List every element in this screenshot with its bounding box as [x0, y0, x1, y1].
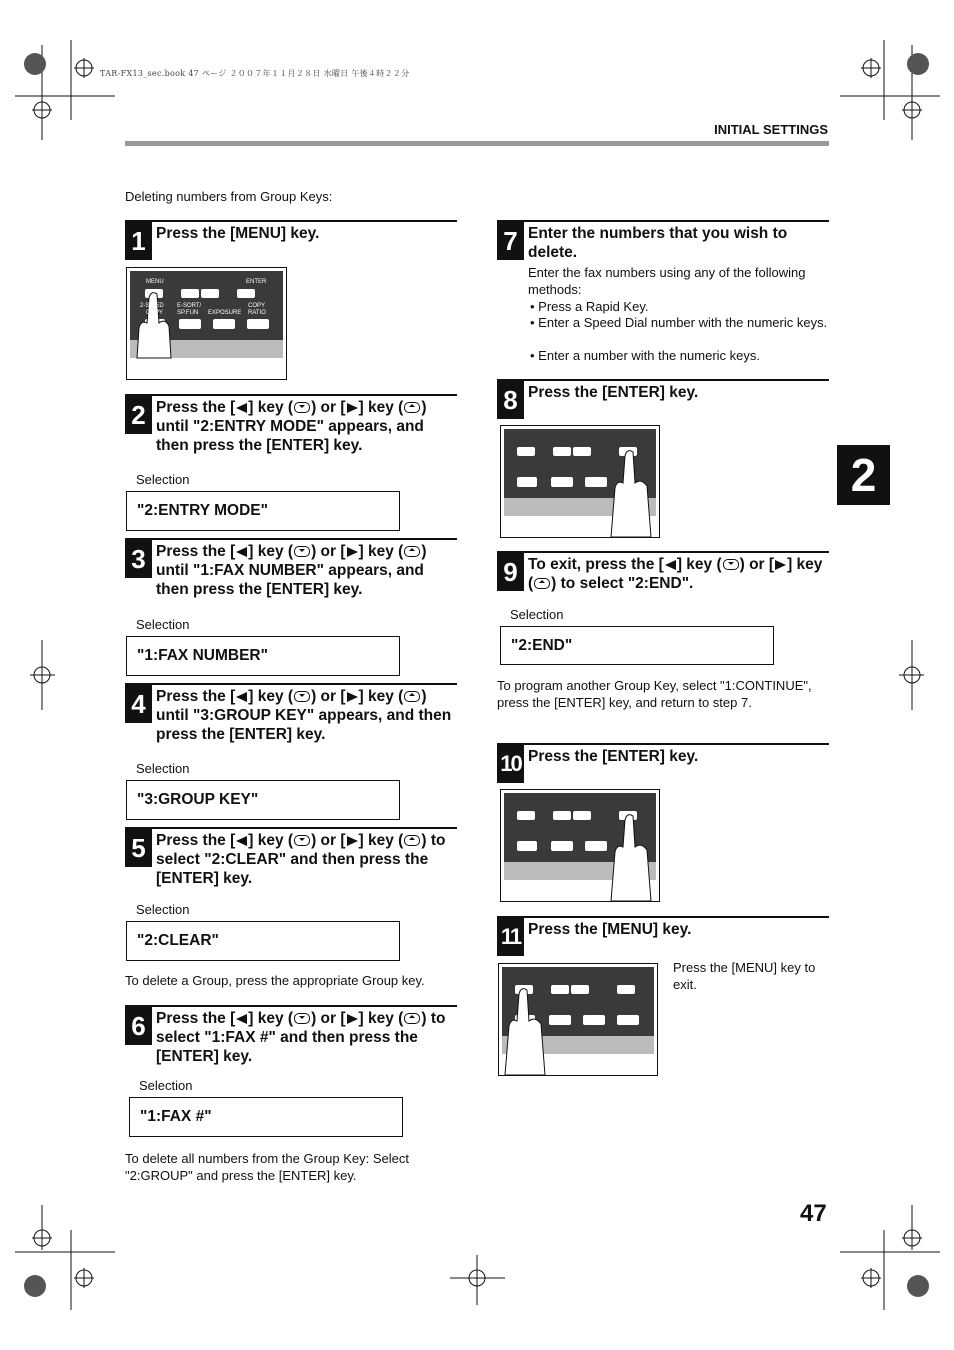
bullet-item: • Enter a number with the numeric keys.	[530, 348, 760, 363]
step-text: Press the [ ] key ( ) or [ ] key ( ) until "1:FAX NUMBER" appears, and then press the [ENTER] key.	[156, 543, 427, 598]
selection-display: "2:END"	[500, 626, 774, 665]
right-arrow-icon	[347, 403, 358, 413]
left-arrow-icon	[236, 836, 247, 846]
selection-display: "3:GROUP KEY"	[126, 780, 400, 820]
left-arrow-icon	[665, 560, 676, 570]
selection-label: Selection	[136, 761, 190, 776]
bullet-item: • Press a Rapid Key.	[530, 299, 649, 314]
step-text: Press the [MENU] key.	[528, 921, 692, 938]
selection-display: "1:FAX #"	[129, 1097, 403, 1137]
step-number: 6	[125, 1007, 152, 1045]
down-key-icon	[294, 546, 310, 557]
up-key-icon	[404, 1013, 420, 1024]
left-arrow-icon	[236, 692, 247, 702]
down-key-icon	[294, 402, 310, 413]
step-text: Press the [ ] key ( ) or [ ] key ( ) until "2:ENTRY MODE" appears, and then press the [ENTER] key.	[156, 399, 427, 454]
panel-label: ENTER	[246, 279, 267, 285]
step-11	[497, 916, 829, 958]
selection-display: "2:ENTRY MODE"	[126, 491, 400, 531]
panel-label: COPY	[146, 310, 164, 316]
step-note: To delete a Group, press the appropriate Group key.	[125, 973, 425, 988]
panel-label: MENU	[146, 279, 164, 285]
control-panel-enter	[500, 425, 660, 538]
up-key-icon	[404, 402, 420, 413]
panel-label: 2-SIDED	[140, 303, 164, 309]
step-7	[497, 220, 829, 372]
up-key-icon	[404, 691, 420, 702]
step-text: Press the [ ] key ( ) or [ ] key ( ) to select "2:CLEAR" and then press the [ENTER] key.	[156, 832, 446, 887]
panel-illustration	[501, 426, 659, 537]
step-text: Press the [ENTER] key.	[528, 748, 699, 765]
step-number: 10	[497, 745, 524, 783]
right-arrow-icon	[775, 560, 786, 570]
step-number: 1	[125, 222, 152, 260]
left-arrow-icon	[236, 1014, 247, 1024]
right-arrow-icon	[347, 1014, 358, 1024]
up-key-icon	[404, 835, 420, 846]
step-text: Press the [MENU] key.	[156, 225, 320, 242]
step-9	[497, 551, 829, 595]
left-arrow-icon	[236, 403, 247, 413]
step-text: Press the [ENTER] key.	[528, 384, 699, 401]
step-4	[125, 683, 457, 747]
step-number: 3	[125, 540, 152, 578]
step-1	[125, 220, 457, 262]
step-text: Enter the numbers that you wish to delete.	[528, 225, 788, 261]
control-panel-enter	[500, 789, 660, 902]
file-meta: TAR-FX13_sec.book 47 ページ ２００７年１１月２８日 水曜日 午後４時２２分	[100, 69, 410, 78]
step-number: 8	[497, 381, 524, 419]
step-8	[497, 379, 829, 421]
step-5	[125, 827, 457, 891]
selection-display: "1:FAX NUMBER"	[126, 636, 400, 676]
chapter-tab: 2	[837, 445, 890, 505]
selection-label: Selection	[136, 902, 190, 917]
down-key-icon	[723, 559, 739, 570]
panel-label: COPY	[248, 303, 266, 309]
selection-display: "2:CLEAR"	[126, 921, 400, 961]
step-description: Enter the fax numbers using any of the following methods:	[528, 265, 806, 297]
step-2	[125, 394, 457, 458]
right-arrow-icon	[347, 836, 358, 846]
panel-illustration	[499, 964, 657, 1075]
up-key-icon	[534, 578, 550, 589]
left-arrow-icon	[236, 547, 247, 557]
step-number: 7	[497, 222, 524, 260]
step-number: 2	[125, 396, 152, 434]
intro-text: Deleting numbers from Group Keys:	[125, 189, 333, 204]
down-key-icon	[294, 691, 310, 702]
step-10	[497, 743, 829, 785]
step-note: To program another Group Key, select "1:CONTINUE", press the [ENTER] key, and return to step 7.	[497, 678, 812, 710]
panel-label: EXPOSURE	[208, 310, 242, 316]
right-arrow-icon	[347, 547, 358, 557]
step-number: 9	[497, 553, 524, 591]
step-number: 4	[125, 685, 152, 723]
bullet-item: • Enter a Speed Dial number with the numeric keys.	[530, 315, 828, 330]
step-number: 11	[497, 918, 524, 956]
panel-label: E-SORT/	[177, 303, 202, 309]
step-text: To exit, press the [ ] key ( ) or [ ] key ( ) to select "2:END".	[528, 556, 823, 592]
panel-illustration	[501, 790, 659, 901]
panel-label: RATIO	[248, 310, 266, 316]
step-note: To delete all numbers from the Group Key: Select "2:GROUP" and press the [ENTER] key.	[125, 1151, 409, 1183]
down-key-icon	[294, 1013, 310, 1024]
step-text: Press the [ ] key ( ) or [ ] key ( ) until "3:GROUP KEY" appears, and then press the [ENTER] key.	[156, 688, 452, 743]
step-3	[125, 538, 457, 602]
selection-label: Selection	[139, 1078, 193, 1093]
up-key-icon	[404, 546, 420, 557]
selection-label: Selection	[136, 617, 190, 632]
selection-label: Selection	[510, 607, 564, 622]
panel-label: SP.FUN	[177, 310, 199, 316]
step-note: Press the [MENU] key to exit.	[673, 960, 816, 992]
section-title: INITIAL SETTINGS	[714, 122, 828, 137]
header-bar	[125, 141, 829, 146]
control-panel-menu	[498, 963, 658, 1076]
step-number: 5	[125, 829, 152, 867]
right-arrow-icon	[347, 692, 358, 702]
page-number: 47	[800, 1200, 827, 1227]
selection-label: Selection	[136, 472, 190, 487]
step-text: Press the [ ] key ( ) or [ ] key ( ) to select "1:FAX #" and then press the [ENTER] key.	[156, 1010, 446, 1065]
step-6	[125, 1005, 457, 1069]
down-key-icon	[294, 835, 310, 846]
